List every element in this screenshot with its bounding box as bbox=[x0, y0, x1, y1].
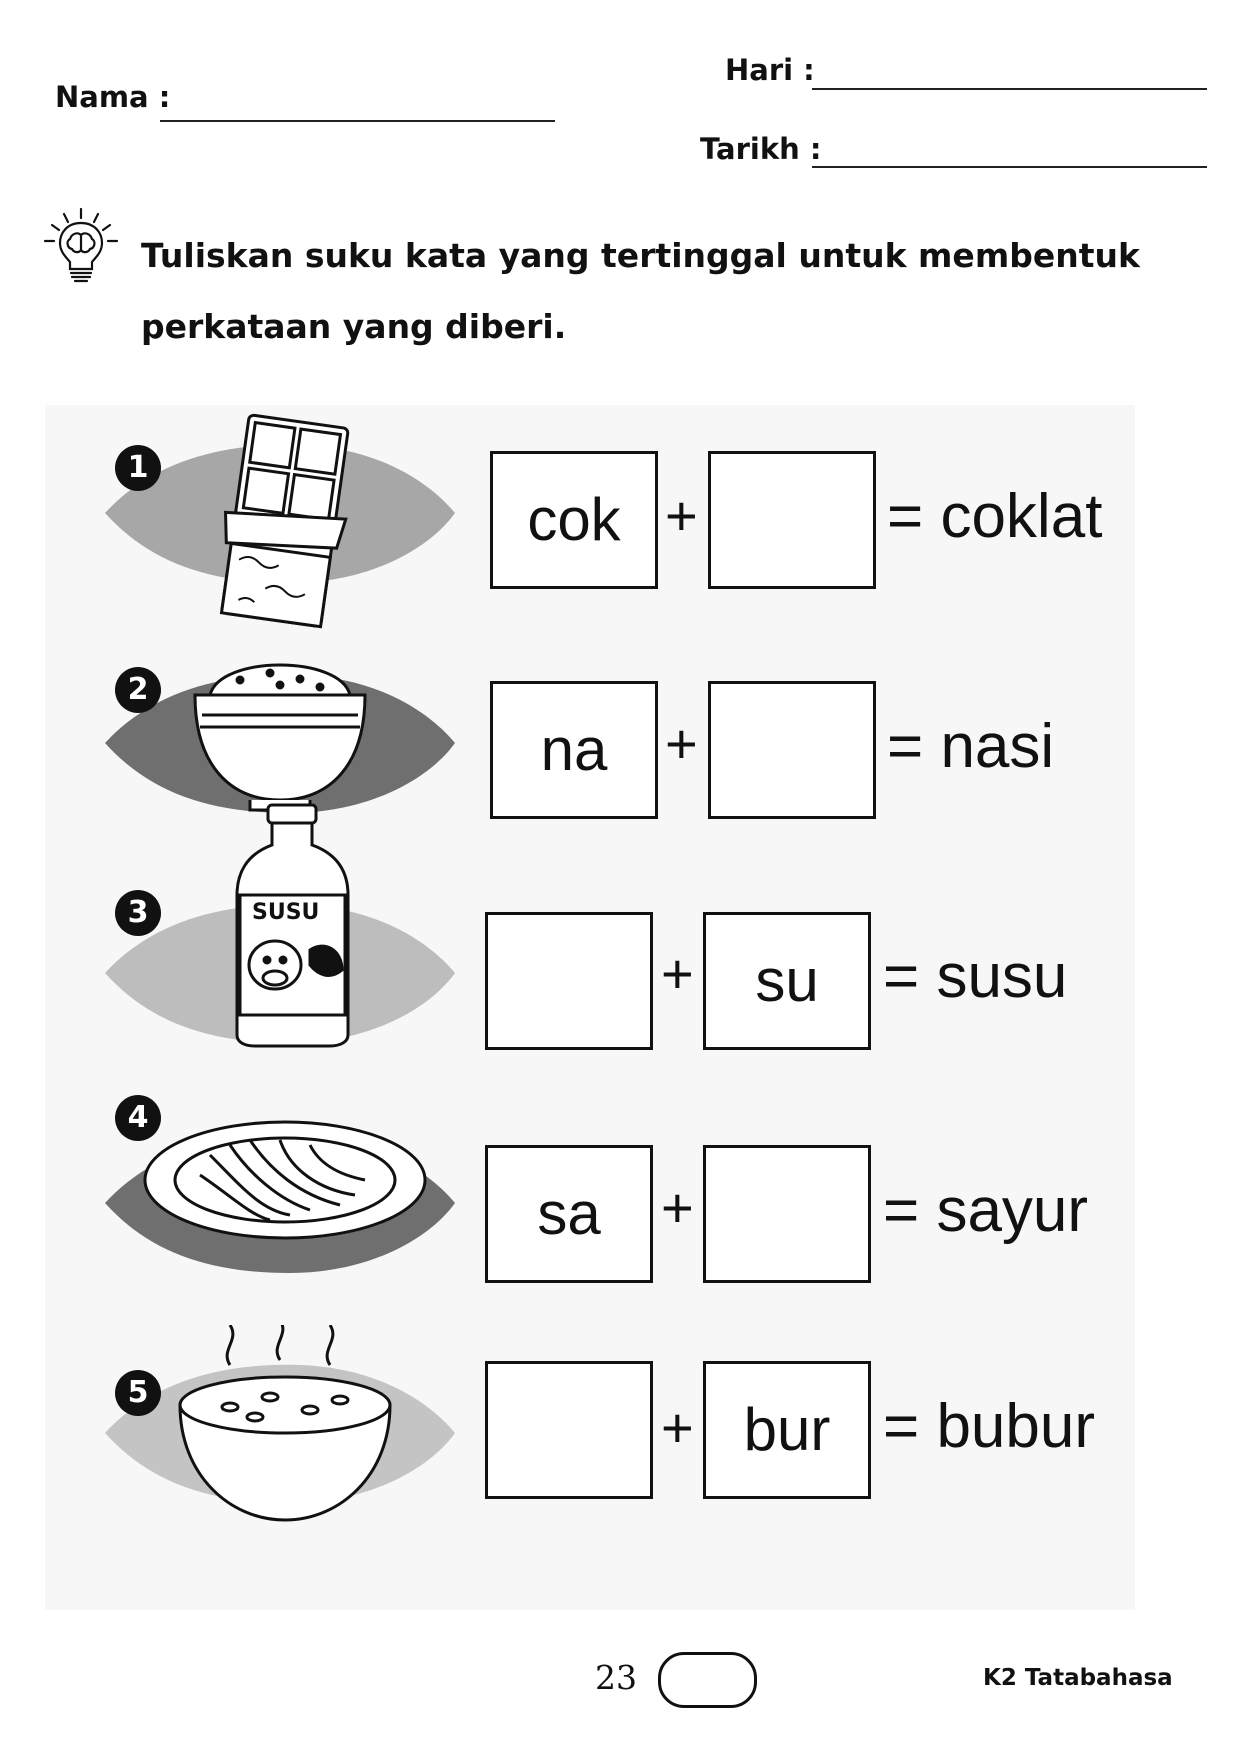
exercise-row-3 bbox=[45, 865, 1135, 1065]
plus-sign: + bbox=[661, 1396, 694, 1459]
exercise-row-4 bbox=[45, 1095, 1135, 1295]
equals-sign: = bbox=[883, 942, 920, 1011]
exercise-row-1 bbox=[45, 405, 1135, 605]
target-word: bubur bbox=[936, 1392, 1096, 1461]
target-word: susu bbox=[936, 942, 1068, 1011]
milk-bottle-image bbox=[230, 800, 355, 1050]
syllable-box-first: na bbox=[490, 681, 658, 819]
bottle-label: SUSU bbox=[252, 900, 320, 925]
equals-sign: = bbox=[883, 1176, 920, 1245]
exercise-number: 4 bbox=[115, 1095, 161, 1141]
date-label: Tarikh : bbox=[700, 132, 822, 166]
exercise-number: 3 bbox=[115, 890, 161, 936]
syllable-answer-box[interactable] bbox=[485, 1361, 653, 1499]
date-field[interactable] bbox=[812, 166, 1207, 168]
syllable-box-second: bur bbox=[703, 1361, 871, 1499]
result-word bbox=[883, 1391, 1095, 1462]
vegetable-plate-image bbox=[140, 1115, 430, 1245]
syllable-answer-box[interactable] bbox=[485, 912, 653, 1050]
plus-sign: + bbox=[661, 942, 694, 1005]
name-label: Nama : bbox=[55, 80, 171, 114]
exercise-row-5 bbox=[45, 1325, 1135, 1525]
target-word: sayur bbox=[936, 1176, 1089, 1245]
result-word bbox=[887, 481, 1102, 552]
syllable-box-first: cok bbox=[490, 451, 658, 589]
score-oval[interactable] bbox=[658, 1652, 757, 1708]
page-number: 23 bbox=[595, 1658, 637, 1697]
plus-sign: + bbox=[665, 712, 698, 775]
result-word bbox=[883, 1175, 1088, 1246]
syllable-box-second: su bbox=[703, 912, 871, 1050]
equals-sign: = bbox=[887, 482, 924, 551]
equals-sign: = bbox=[883, 1392, 920, 1461]
result-word bbox=[883, 941, 1067, 1012]
day-label: Hari : bbox=[725, 53, 815, 87]
syllable-answer-box[interactable] bbox=[708, 681, 876, 819]
exercise-number: 2 bbox=[115, 667, 161, 713]
lightbulb-brain-icon bbox=[40, 205, 122, 287]
exercise-number: 5 bbox=[115, 1370, 161, 1416]
exercise-area bbox=[45, 405, 1135, 1610]
chocolate-bar-image bbox=[205, 410, 355, 635]
exercise-row-2 bbox=[45, 635, 1135, 835]
target-word: coklat bbox=[940, 482, 1103, 551]
porridge-bowl-image bbox=[170, 1325, 400, 1525]
equals-sign: = bbox=[887, 712, 924, 781]
syllable-answer-box[interactable] bbox=[703, 1145, 871, 1283]
milk-bottle-icon bbox=[230, 800, 355, 1050]
plus-sign: + bbox=[661, 1176, 694, 1239]
syllable-box-first: sa bbox=[485, 1145, 653, 1283]
target-word: nasi bbox=[940, 712, 1055, 781]
plus-sign: + bbox=[665, 484, 698, 547]
book-title: K2 Tatabahasa bbox=[983, 1665, 1173, 1691]
name-field[interactable] bbox=[160, 120, 555, 122]
exercise-number: 1 bbox=[115, 445, 161, 491]
instruction-text: Tuliskan suku kata yang tertinggal untuk membentuk perkataan yang diberi. bbox=[141, 236, 1140, 346]
rice-bowl-image bbox=[180, 635, 380, 815]
day-field[interactable] bbox=[812, 88, 1207, 90]
result-word bbox=[887, 711, 1054, 782]
syllable-answer-box[interactable] bbox=[708, 451, 876, 589]
